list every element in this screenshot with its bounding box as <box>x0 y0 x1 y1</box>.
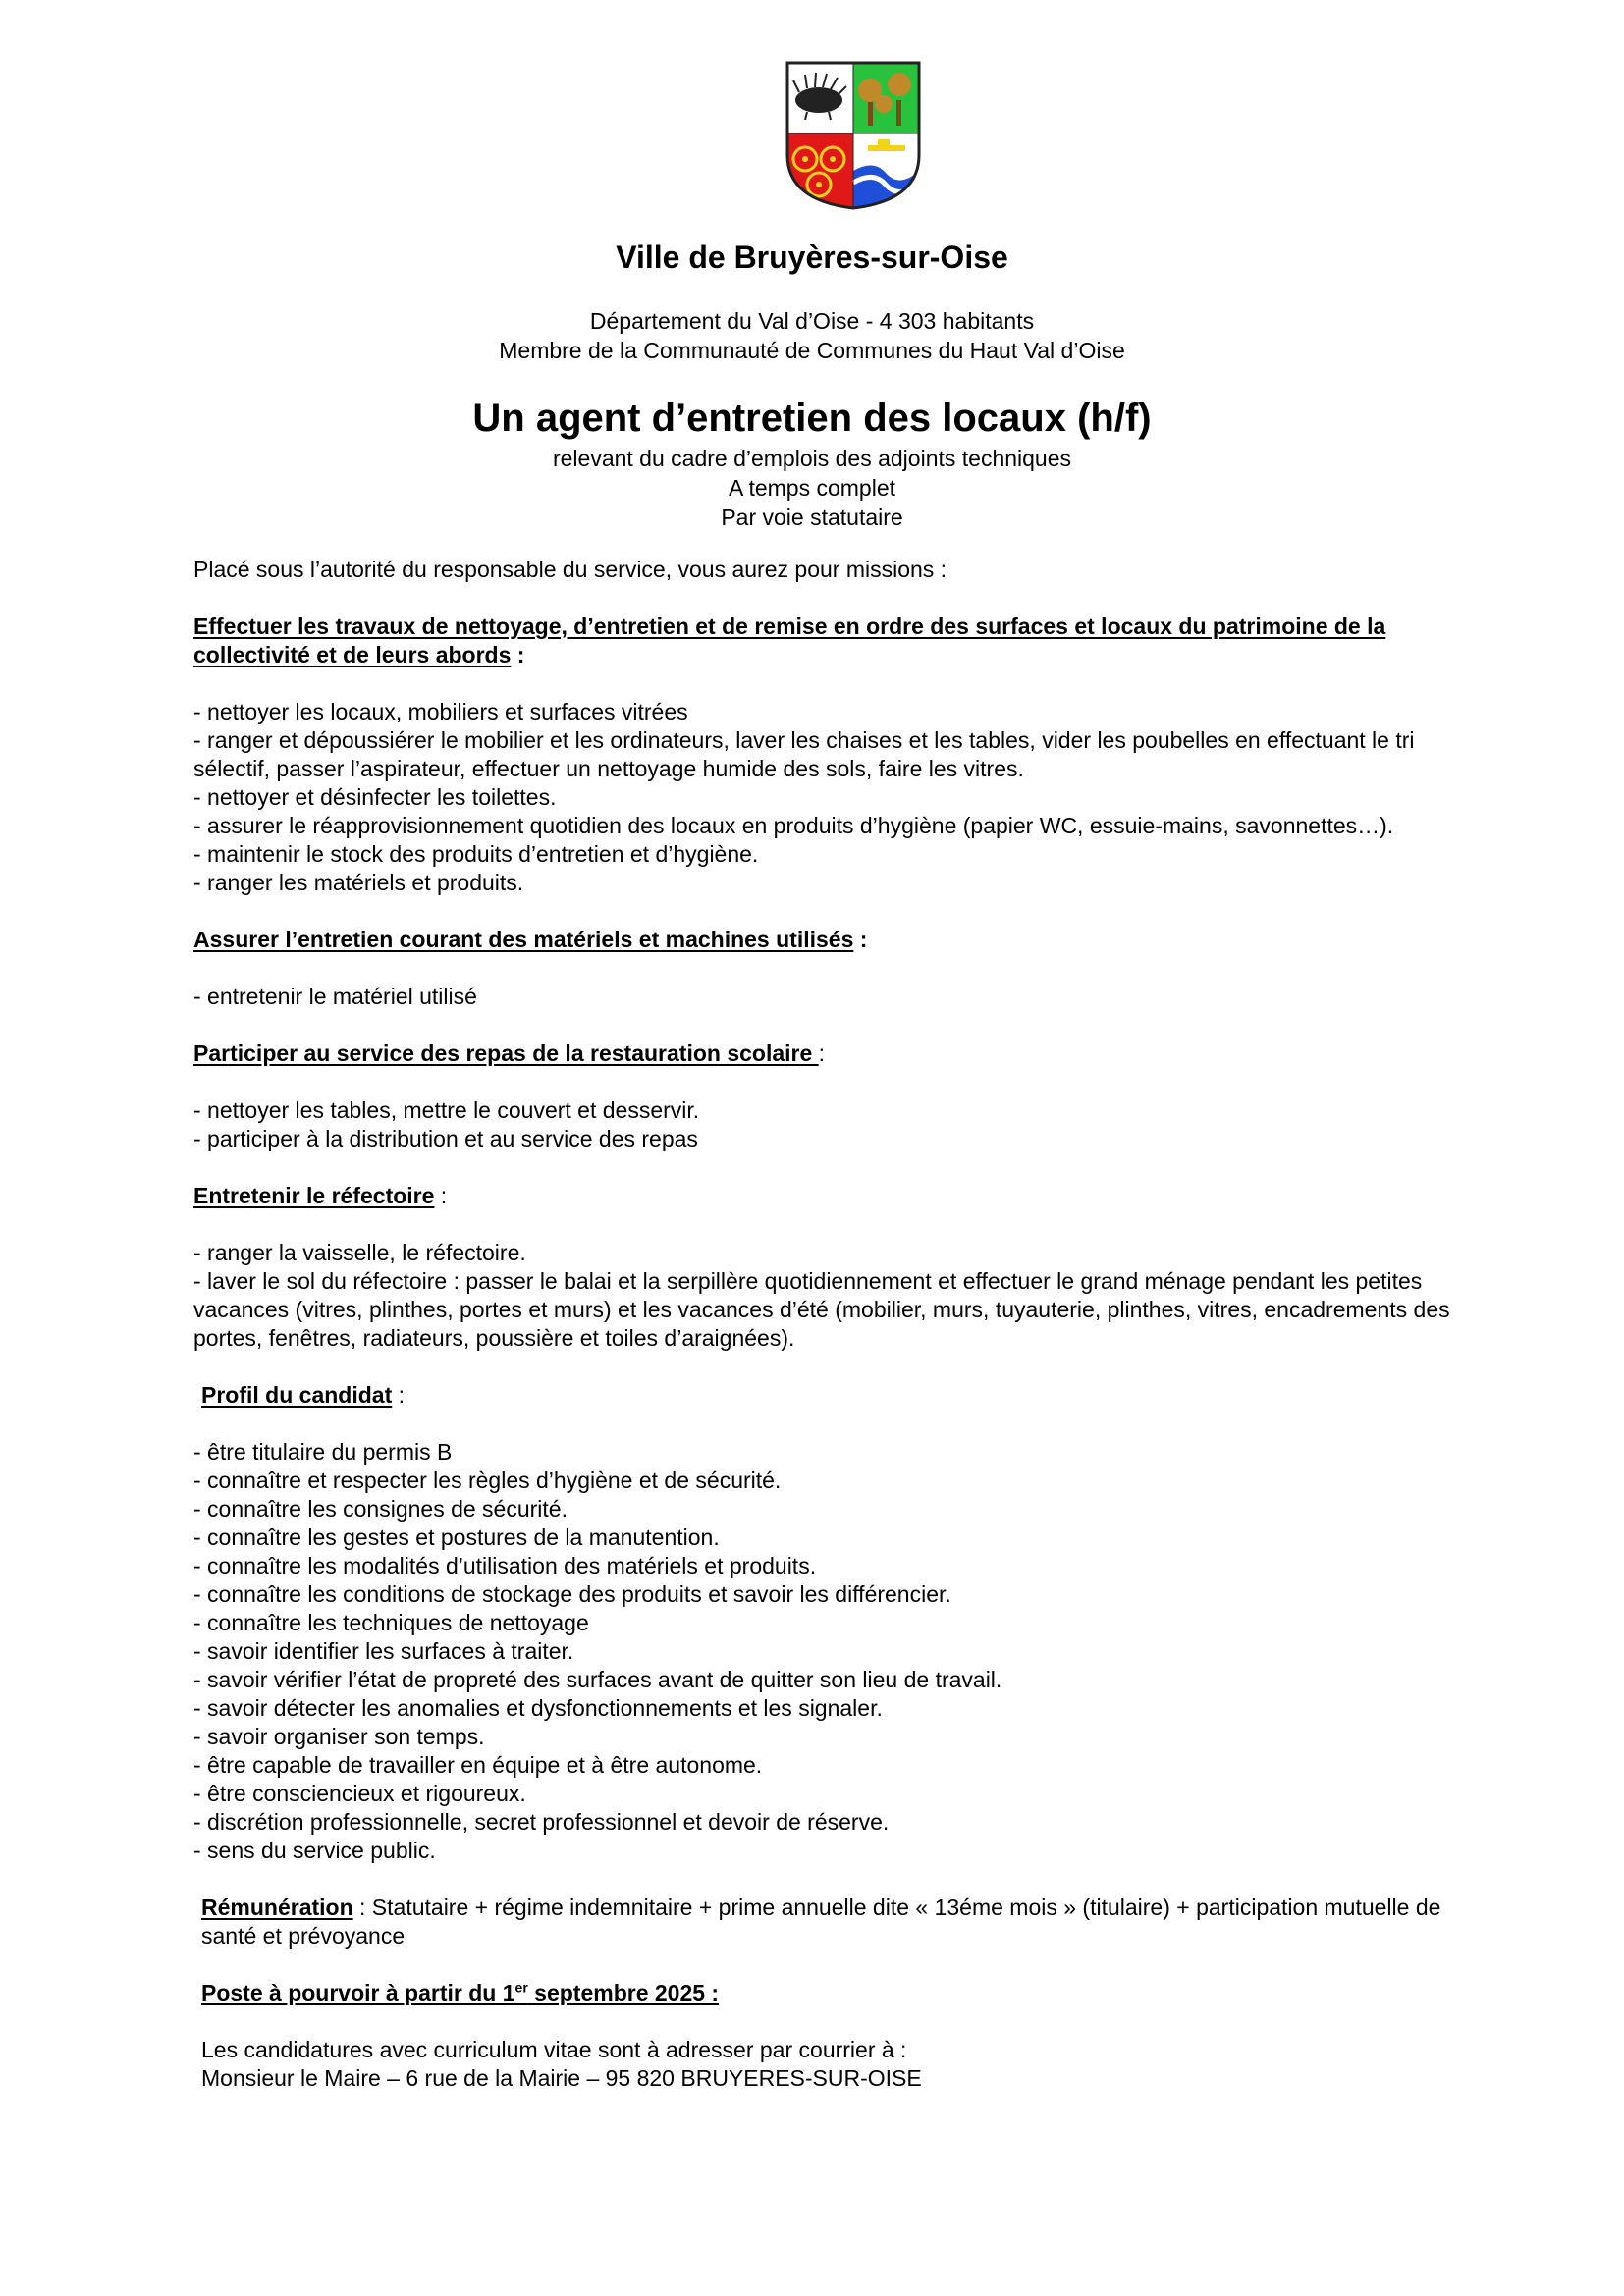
application-line-1: Les candidatures avec curriculum vitae sont à adresser par courrier à : <box>201 2037 907 2062</box>
list-item: - connaître les modalités d’utilisation des matériels et produits. <box>193 1553 817 1578</box>
list-item: - savoir vérifier l’état de propreté des surfaces avant de quitter son lieu de travail. <box>193 1667 1002 1692</box>
list-item: - maintenir le stock des produits d’entretien et d’hygiène. <box>193 841 759 867</box>
list-item: - entretenir le matériel utilisé <box>193 984 477 1009</box>
list-item: - connaître les consignes de sécurité. <box>193 1496 568 1522</box>
list-item: - être titulaire du permis B <box>193 1439 453 1465</box>
list-item: - ranger la vaisselle, le réfectoire. <box>193 1240 526 1265</box>
job-subtitle <box>0 444 1624 532</box>
application-address: Monsieur le Maire – 6 rue de la Mairie – 95 820 BRUYERES-SUR-OISE <box>201 2065 922 2091</box>
city-name: Ville de Bruyères-sur-Oise <box>616 240 1008 275</box>
section-heading-refectory: Entretenir le réfectoire : <box>193 1183 448 1208</box>
meals-list <box>193 1096 1460 1153</box>
list-item: - savoir identifier les surfaces à traiter. <box>193 1638 574 1664</box>
list-item: - connaître les gestes et postures de la manutention. <box>193 1524 720 1550</box>
list-item: - assurer le réapprovisionnement quotidien des locaux en produits d’hygiène (papier WC, essuie-mains, savonnettes…). <box>193 813 1394 838</box>
document-body <box>193 556 1460 2093</box>
section-heading-cleaning: Effectuer les travaux de nettoyage, d’entretien et de remise en ordre des surfaces et locaux du patrimoine de la collectivité et de leurs abords : <box>193 614 1386 667</box>
list-item: - savoir organiser son temps. <box>193 1724 485 1749</box>
list-item: - être capable de travailler en équipe et à être autonome. <box>193 1752 763 1778</box>
profile-list <box>193 1438 1460 1865</box>
remuneration-heading: Rémunération <box>201 1895 353 1920</box>
heading-text: Effectuer les travaux de nettoyage, d’entretien et de remise en ordre des surfaces et locaux du patrimoine de la collectivité et de leurs abords <box>193 614 1386 667</box>
job-frame: relevant du cadre d’emplois des adjoints techniques <box>552 446 1072 471</box>
heading-text: Assurer l’entretien courant des matériels et machines utilisés <box>193 927 854 952</box>
list-item: - connaître les conditions de stockage des produits et savoir les différencier. <box>193 1581 951 1607</box>
job-time: A temps complet <box>728 475 896 501</box>
department-line: Département du Val d’Oise - 4 303 habitants <box>589 308 1035 334</box>
cleaning-list <box>193 698 1460 897</box>
intro-text: Placé sous l’autorité du responsable du service, vous aurez pour missions : <box>193 557 947 582</box>
job-title: Un agent d’entretien des locaux (h/f) <box>472 397 1152 440</box>
heading-text: Profil du candidat <box>201 1382 393 1408</box>
section-heading-equipment: Assurer l’entretien courant des matériels et machines utilisés : <box>193 927 868 952</box>
list-item: - discrétion professionnelle, secret professionnel et devoir de réserve. <box>193 1809 890 1835</box>
list-item: - nettoyer et désinfecter les toilettes. <box>193 784 557 810</box>
section-heading-profile: Profil du candidat : <box>201 1382 406 1408</box>
heading-text: Entretenir le réfectoire <box>193 1183 435 1208</box>
list-item: - laver le sol du réfectoire : passer le balai et la serpillère quotidiennement et effectuer le grand ménage pendant les petites vacances (vitres, plinthes, portes et murs) et les vacances d’été (mobilier, murs, tuyauterie, plinthes, vitres, encadrements des portes, fenêtres, radiateurs, poussière et toiles d’araignées). <box>193 1268 1450 1351</box>
equipment-list <box>193 983 1460 1011</box>
list-item: - nettoyer les tables, mettre le couvert et desservir. <box>193 1097 700 1123</box>
list-item: - savoir détecter les anomalies et dysfonctionnements et les signaler. <box>193 1695 883 1721</box>
refectory-list <box>193 1239 1460 1353</box>
community-line: Membre de la Communauté de Communes du Haut Val d’Oise <box>499 338 1125 363</box>
list-item: - être consciencieux et rigoureux. <box>193 1781 526 1806</box>
list-item: - ranger et dépoussiérer le mobilier et les ordinateurs, laver les chaises et les tables, vider les poubelles en effectuant le tri sélectif, passer l’aspirateur, effectuer un nettoyage humide des sols, faire les vitres. <box>193 727 1415 781</box>
list-item: - nettoyer les locaux, mobiliers et surfaces vitrées <box>193 699 688 724</box>
position-heading: Poste à pourvoir à partir du 1er septembre 2025 : <box>201 1979 720 2005</box>
heading-text: Participer au service des repas de la restauration scolaire <box>193 1041 819 1066</box>
coat-of-arms-logo <box>785 61 921 210</box>
section-heading-meals: Participer au service des repas de la restauration scolaire : <box>193 1041 826 1066</box>
list-item: - connaître et respecter les règles d’hygiène et de sécurité. <box>193 1468 782 1493</box>
remuneration-paragraph <box>193 1894 1460 1950</box>
list-item: - sens du service public. <box>193 1838 436 1863</box>
remuneration-text: : Statutaire + régime indemnitaire + prime annuelle dite « 13éme mois » (titulaire) + participation mutuelle de santé et prévoyance <box>201 1895 1441 1949</box>
header-subtitle <box>0 306 1624 365</box>
job-mode: Par voie statutaire <box>721 505 903 530</box>
list-item: - ranger les matériels et produits. <box>193 870 524 895</box>
list-item: - connaître les techniques de nettoyage <box>193 1610 589 1635</box>
list-item: - participer à la distribution et au service des repas <box>193 1126 698 1151</box>
